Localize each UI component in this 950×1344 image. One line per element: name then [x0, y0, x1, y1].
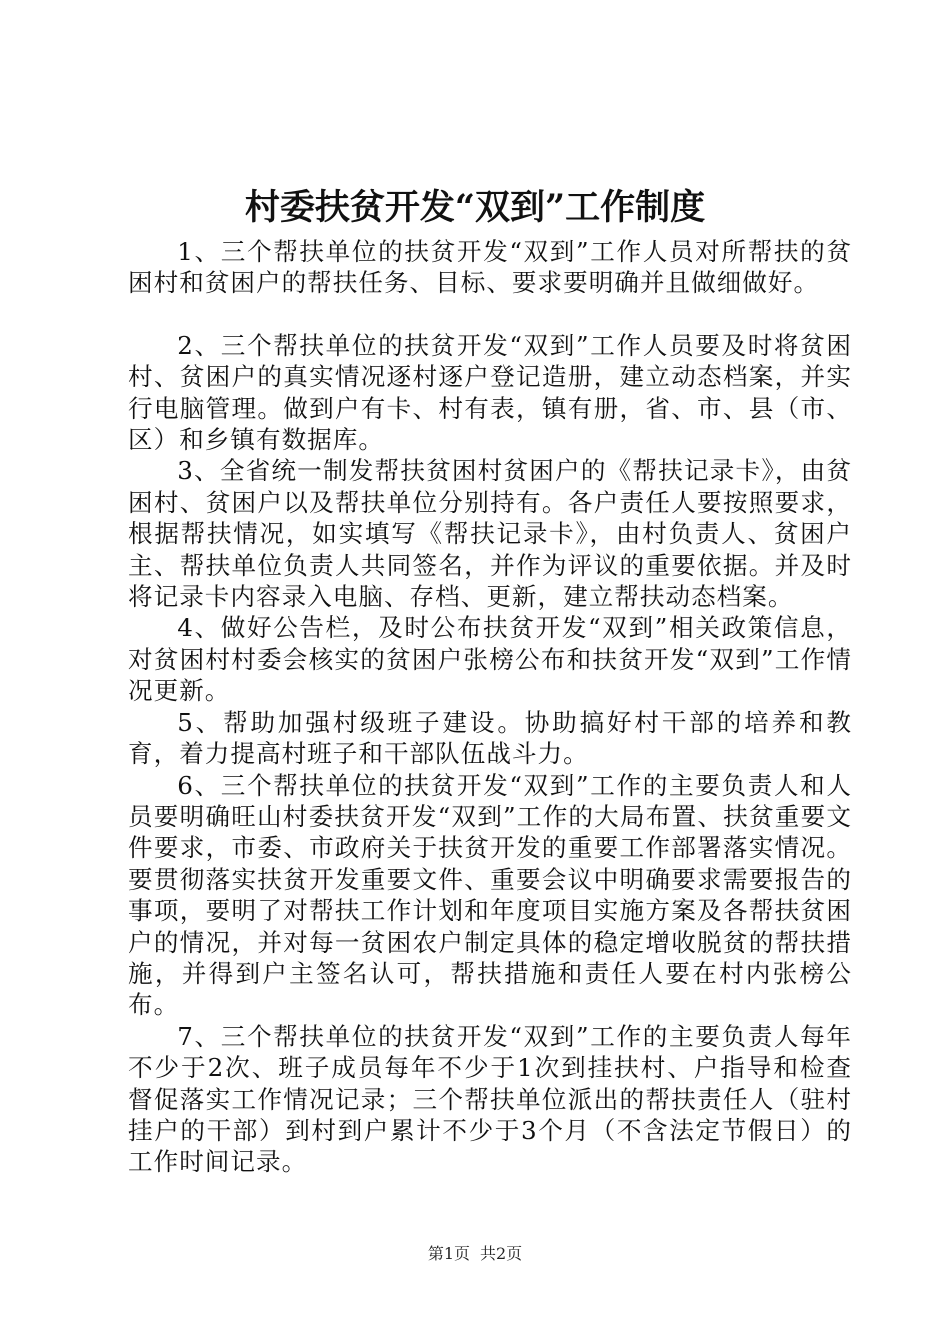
paragraph-2: 2、三个帮扶单位的扶贫开发“双到”工作人员要及时将贫困村、贫困户的真实情况逐村逐户登记造册，建立动态档案，并实行电脑管理。做到户有卡、村有表，镇有册，省、市、县（市、区）和乡镇有数据库。	[128, 330, 852, 455]
page-footer	[0, 1244, 950, 1264]
paragraph-6: 6、三个帮扶单位的扶贫开发“双到”工作的主要负责人和人员要明确旺山村委扶贫开发“双到”工作的大局布置、扶贫重要文件要求，市委、市政府关于扶贫开发的重要工作部署落实情况。要贯彻落实扶贫开发重要文件、重要会议中明确要求需要报告的事项，要明了对帮扶工作计划和年度项目实施方案及各帮扶贫困户的情况，并对每一贫困农户制定具体的稳定增收脱贫的帮扶措施，并得到户主签名认可，帮扶措施和责任人要在村内张榜公布。	[128, 770, 852, 1020]
paragraph-3: 3、全省统一制发帮扶贫困村贫困户的《帮扶记录卡》，由贫困村、贫困户以及帮扶单位分别持有。各户责任人要按照要求，根据帮扶情况，如实填写《帮扶记录卡》，由村负责人、贫困户主、帮扶单位负责人共同签名，并作为评议的重要依据。并及时将记录卡内容录入电脑、存档、更新，建立帮扶动态档案。	[128, 456, 852, 612]
document-title: 村委扶贫开发“双到”工作制度	[244, 187, 706, 228]
paragraph-4: 4、做好公告栏，及时公布扶贫开发“双到”相关政策信息，对贫困村村委会核实的贫困户张榜公布和扶贫开发“双到”工作情况更新。	[128, 613, 852, 706]
page-number: 第1页	[427, 1244, 470, 1263]
paragraph-5: 5、帮助加强村级班子建设。协助搞好村干部的培养和教育，着力提高村班子和干部队伍战斗力。	[128, 707, 852, 769]
page-total: 共2页	[480, 1244, 523, 1263]
paragraph-1: 1、三个帮扶单位的扶贫开发“双到”工作人员对所帮扶的贫困村和贫困户的帮扶任务、目标、要求要明确并且做细做好。	[128, 237, 852, 298]
document-body	[128, 236, 852, 1178]
paragraph-7: 7、三个帮扶单位的扶贫开发“双到”工作的主要负责人每年不少于2次、班子成员每年不少于1次到挂扶村、户指导和检查督促落实工作情况记录；三个帮扶单位派出的帮扶责任人（驻村挂户的干部）到村到户累计不少于3个月（不含法定节假日）的工作时间记录。	[128, 1021, 852, 1177]
